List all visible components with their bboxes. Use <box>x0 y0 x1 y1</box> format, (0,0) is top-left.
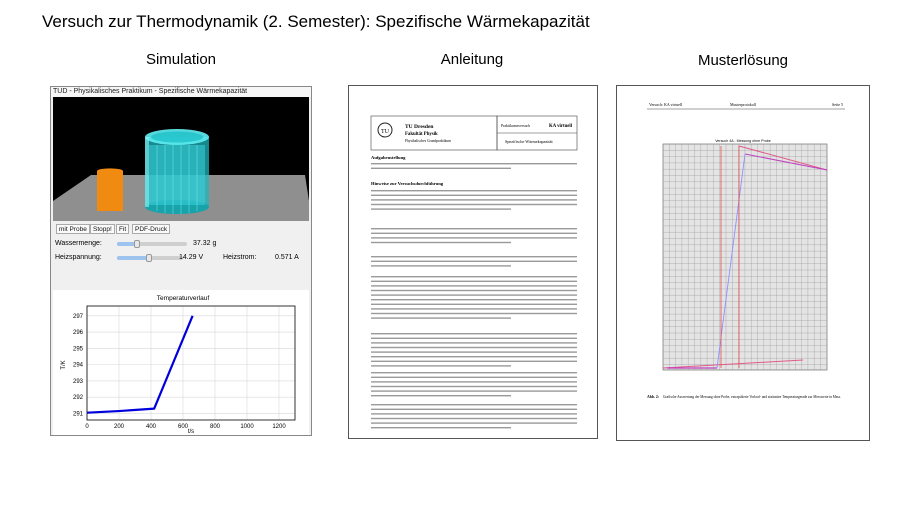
heizspannung-slider-fill <box>117 256 149 260</box>
scene-svg <box>53 97 309 221</box>
anleitung-text-line <box>371 276 577 277</box>
chart-x-axis-label: t/s <box>187 429 195 435</box>
anleitung-text-line <box>371 199 577 200</box>
anleitung-text-line <box>371 404 577 405</box>
simulation-toolbar <box>53 223 309 235</box>
simulation-heading: Simulation <box>145 51 217 68</box>
anleitung-text-line <box>371 242 511 243</box>
stopp-button[interactable]: Stopp! <box>90 224 115 234</box>
anleitung-versuch-code: KA virtuell <box>549 124 573 129</box>
heizspannung-slider-knob[interactable] <box>146 254 152 262</box>
anleitung-text-line <box>371 237 577 238</box>
pdf-druck-button[interactable]: PDF-Druck <box>132 224 170 234</box>
chart-grid <box>87 306 295 420</box>
anleitung-text-line <box>371 265 511 266</box>
chart-x-tick-label: 1000 <box>240 424 254 430</box>
anleitung-text-line <box>371 427 511 428</box>
anleitung-fakultaet: Fakultät Physik <box>405 132 438 137</box>
anleitung-document <box>348 85 598 439</box>
anleitung-text-line <box>371 190 577 191</box>
muster-header-center: Musterprotokoll <box>730 102 756 107</box>
anleitung-heading-aufgabe: Aufgabenstellung <box>371 155 406 160</box>
chart-x-tick-label: 0 <box>85 424 89 430</box>
anleitung-text-line <box>371 413 577 414</box>
chart-y-tick-label: 293 <box>72 378 83 385</box>
anleitung-text-line <box>371 356 577 357</box>
chart-y-tick-label: 296 <box>72 330 83 337</box>
anleitung-text-line <box>371 333 577 334</box>
musterloesung-page-svg <box>617 86 870 441</box>
calorimeter-cylinder <box>145 129 209 214</box>
heizstrom-label: Heizstrom: <box>223 254 257 261</box>
chart-y-tick-label: 291 <box>72 411 83 418</box>
anleitung-text-line <box>371 204 577 205</box>
anleitung-text-line <box>371 195 577 196</box>
anleitung-text-line <box>371 233 577 234</box>
anleitung-text-line <box>371 256 577 257</box>
anleitung-text-line <box>371 208 511 209</box>
chart-x-tick-label: 1200 <box>272 424 286 430</box>
heizspannung-label: Heizspannung: <box>55 254 102 261</box>
anleitung-versuch-label: Praktikumsversuch <box>501 124 531 128</box>
chart-y-tick-label: 294 <box>72 362 83 369</box>
chart-x-tick-label: 400 <box>145 424 157 430</box>
anleitung-body-text <box>371 163 577 428</box>
anleitung-text-line <box>371 304 577 305</box>
wassermenge-label: Wassermenge: <box>55 240 102 247</box>
chart-y-tick-label: 297 <box>72 313 83 320</box>
anleitung-text-line <box>371 168 511 169</box>
wassermenge-slider-knob[interactable] <box>134 240 140 248</box>
tu-logo-mark: TU <box>381 129 389 135</box>
anleitung-text-line <box>371 261 577 262</box>
chart-y-axis-label: T/K <box>61 360 67 370</box>
anleitung-text-line <box>371 361 577 362</box>
probe-cylinder <box>97 168 123 211</box>
muster-header-left: Versuch: KA virtuell <box>649 102 683 107</box>
chart-y-tick-label: 292 <box>72 395 83 402</box>
anleitung-text-line <box>371 317 511 318</box>
anleitung-text-line <box>371 228 577 229</box>
muster-header-right: Seite 5 <box>832 102 843 107</box>
anleitung-text-line <box>371 290 577 291</box>
chart-series <box>87 316 193 413</box>
anleitung-uni: TU Dresden <box>405 124 434 130</box>
anleitung-heading-hinweise: Hinweise zur Versuchsdurchführung <box>371 181 444 186</box>
chart-x-tick-label: 200 <box>113 424 125 430</box>
musterloesung-document <box>616 85 870 441</box>
muster-graph <box>663 144 827 370</box>
simulation-window <box>50 86 312 436</box>
anleitung-text-line <box>371 313 577 314</box>
anleitung-text-line <box>371 294 577 295</box>
anleitung-text-line <box>371 381 577 382</box>
anleitung-versuch-name: Spezifische Wärmekapazität <box>505 139 553 144</box>
anleitung-text-line <box>371 347 577 348</box>
mit-probe-button[interactable]: mit Probe <box>56 224 90 234</box>
anleitung-text-line <box>371 418 577 419</box>
chart-x-tick-label: 600 <box>177 424 189 430</box>
anleitung-text-line <box>371 409 577 410</box>
anleitung-text-line <box>371 308 577 309</box>
anleitung-text-line <box>371 395 511 396</box>
heizspannung-row <box>53 251 309 265</box>
muster-graph-title: Versuch 4A - Messung ohne Probe <box>715 139 771 143</box>
temperature-chart-svg <box>53 290 309 436</box>
muster-caption-label: Abb. 2: <box>647 395 660 399</box>
wassermenge-row <box>53 237 309 251</box>
anleitung-text-line <box>371 377 577 378</box>
anleitung-text-line <box>371 338 577 339</box>
anleitung-praktikum: Physikalisches Grundpraktikum <box>405 139 452 143</box>
wassermenge-slider[interactable] <box>117 242 187 246</box>
anleitung-text-line <box>371 422 577 423</box>
heizspannung-value: 14.29 V <box>179 254 204 261</box>
anleitung-text-line <box>371 365 511 366</box>
slide-title: Versuch zur Thermodynamik (2. Semester): Spezifische Wärmekapazität <box>42 12 590 31</box>
chart-title: Temperaturverlauf <box>156 295 210 302</box>
musterloesung-heading: Musterlösung <box>697 52 789 69</box>
heizspannung-slider[interactable] <box>117 256 183 260</box>
chart-series-line <box>87 316 193 413</box>
fit-button[interactable]: Fit <box>116 224 129 234</box>
chart-x-tick-label: 800 <box>209 424 221 430</box>
chart-plot-area <box>87 306 295 420</box>
anleitung-text-line <box>371 390 577 391</box>
anleitung-heading: Anleitung <box>440 51 504 68</box>
anleitung-page-svg <box>349 86 598 439</box>
wassermenge-value: 37.32 g <box>193 240 217 247</box>
anleitung-text-line <box>371 285 577 286</box>
simulation-title-bar: TUD - Physikalisches Praktikum - Spezifische Wärmekapazität <box>51 87 311 97</box>
anleitung-text-line <box>371 281 577 282</box>
anleitung-text-line <box>371 372 577 373</box>
anleitung-text-line <box>371 163 577 164</box>
anleitung-text-line <box>371 386 577 387</box>
muster-caption-text: Grafische Auswertung der Messung ohne Probe, extrapolierte Vorlauf- und stationäre Temperaturgerade zur Messwerte in Mass. <box>663 395 848 399</box>
chart-y-tick-label: 295 <box>72 346 83 353</box>
anleitung-text-line <box>371 342 577 343</box>
temperature-chart <box>53 290 309 436</box>
3d-scene[interactable] <box>53 97 309 221</box>
heizstrom-value: 0.571 A <box>275 254 299 261</box>
anleitung-text-line <box>371 299 577 300</box>
anleitung-text-line <box>371 351 577 352</box>
